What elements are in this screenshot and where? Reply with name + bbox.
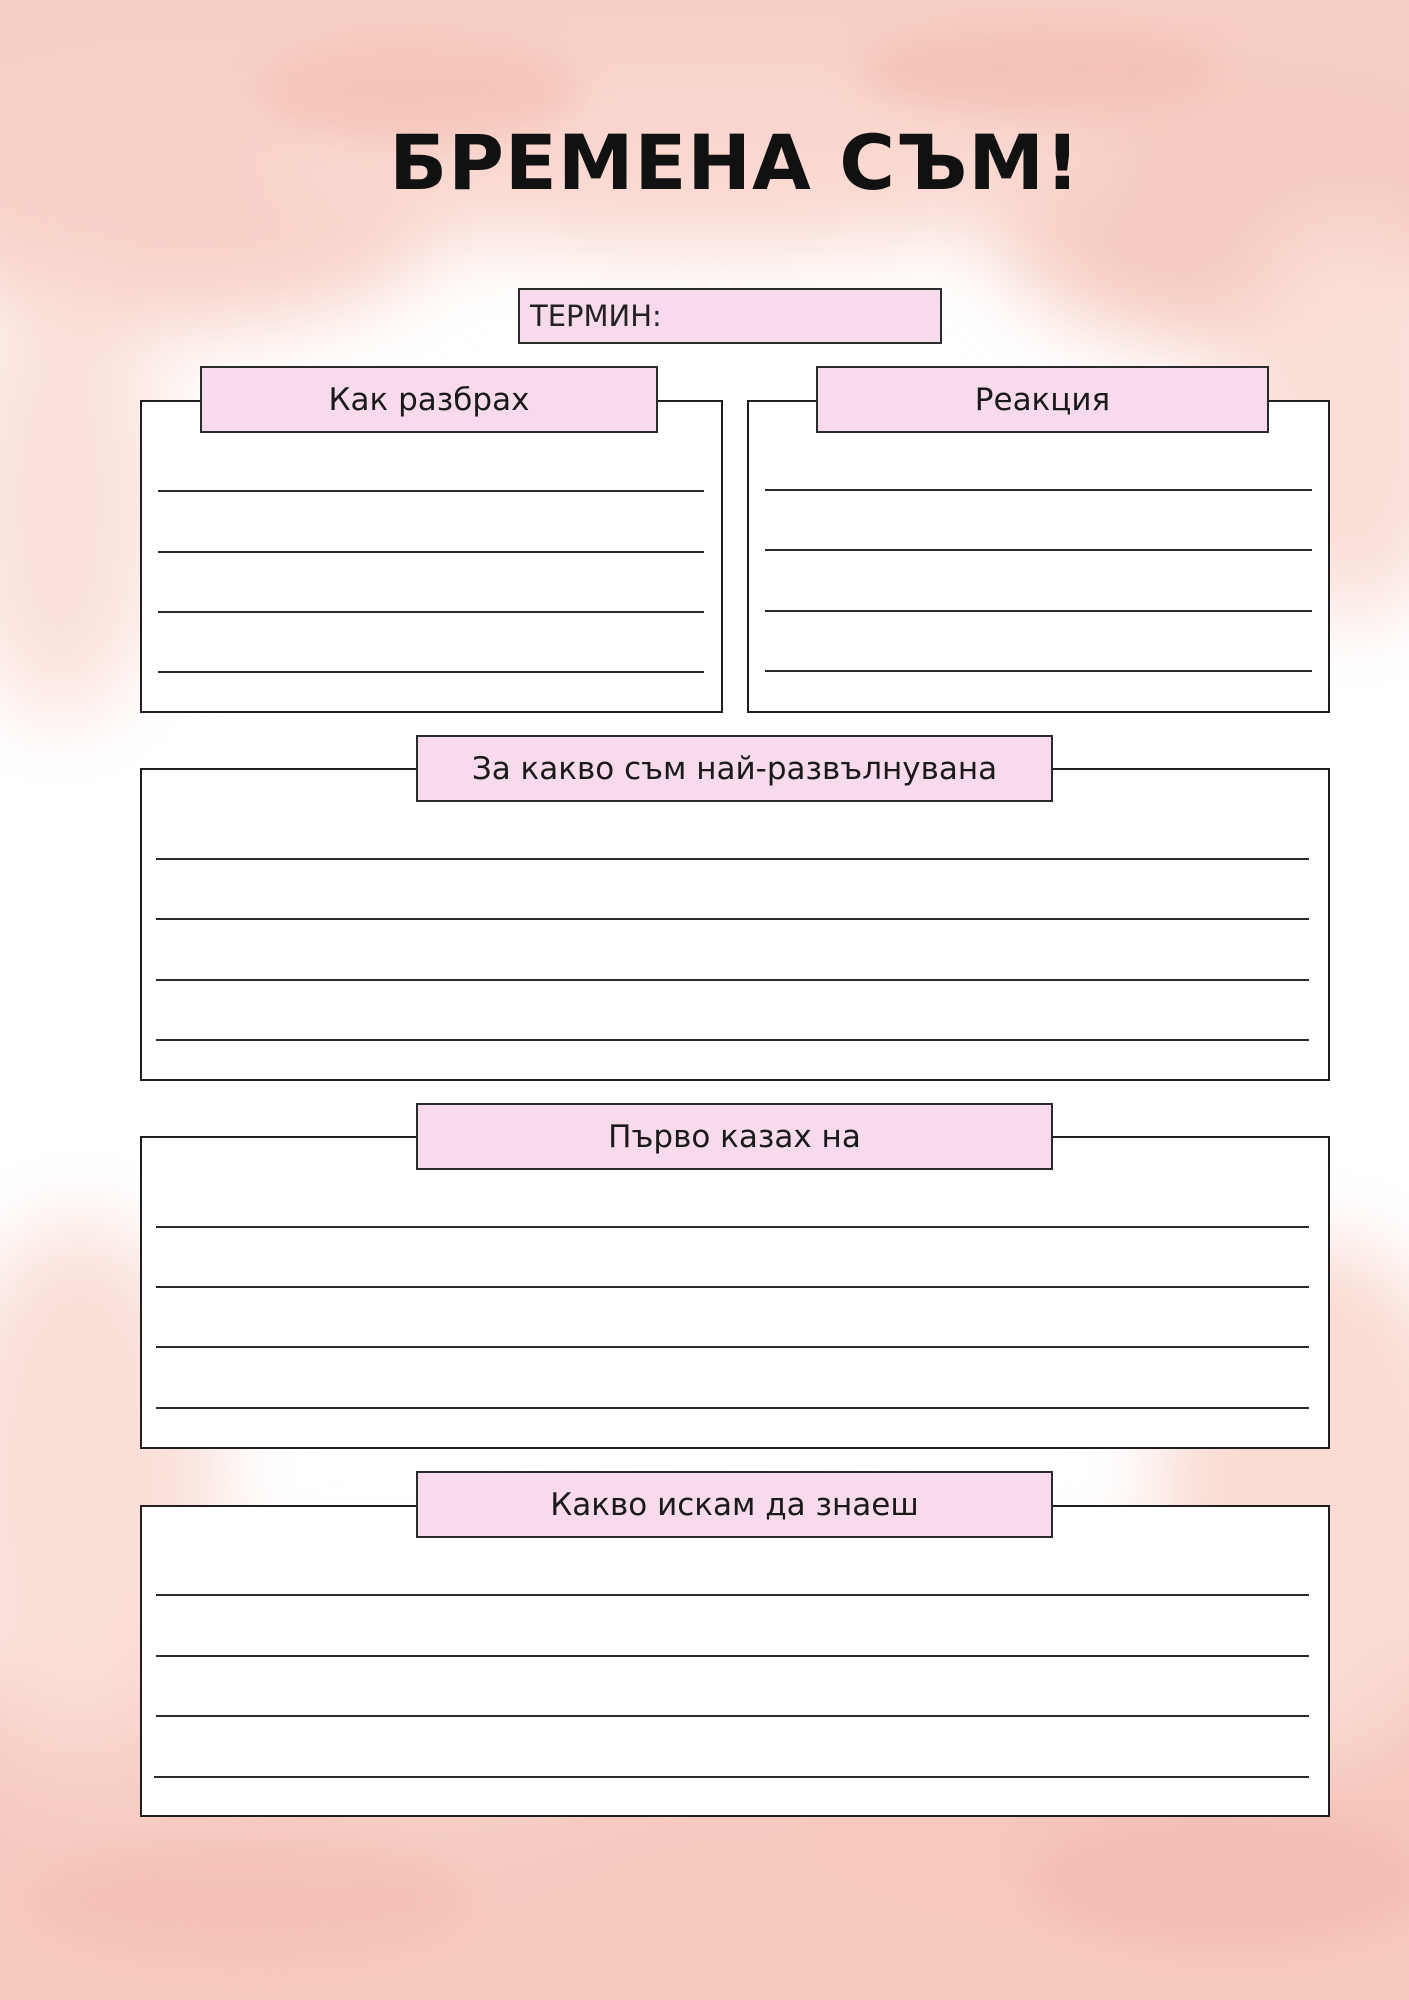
writing-line[interactable]: [765, 670, 1312, 672]
writing-line[interactable]: [156, 1407, 1309, 1409]
writing-line[interactable]: [158, 611, 704, 613]
section-label-reaction: Реакция: [816, 366, 1269, 433]
writing-line[interactable]: [156, 979, 1309, 981]
page-title: БРЕМЕНА СЪМ!: [389, 118, 1081, 207]
section-label-most-excited-about: За какво съм най-развълнувана: [416, 735, 1053, 802]
writing-line[interactable]: [156, 1594, 1309, 1596]
section-how-i-found-out: [140, 400, 723, 713]
term-field[interactable]: [518, 288, 942, 344]
writing-line[interactable]: [156, 1039, 1309, 1041]
writing-line[interactable]: [765, 549, 1312, 551]
section-what-i-want-you-to-know: [140, 1505, 1330, 1817]
writing-line[interactable]: [158, 671, 704, 673]
writing-line[interactable]: [765, 610, 1312, 612]
writing-line[interactable]: [156, 1715, 1309, 1717]
writing-line[interactable]: [156, 858, 1309, 860]
section-most-excited-about: [140, 768, 1330, 1081]
writing-line[interactable]: [158, 490, 704, 492]
writing-line[interactable]: [154, 1776, 1309, 1778]
writing-line[interactable]: [156, 1286, 1309, 1288]
writing-line[interactable]: [158, 551, 704, 553]
writing-line[interactable]: [156, 1226, 1309, 1228]
section-label-what-i-want-you-to-know: Какво искам да знаеш: [416, 1471, 1053, 1538]
section-reaction: [747, 400, 1330, 713]
section-label-first-told: Първо казах на: [416, 1103, 1053, 1170]
writing-line[interactable]: [156, 918, 1309, 920]
writing-line[interactable]: [765, 489, 1312, 491]
term-label: ТЕРМИН:: [530, 299, 662, 333]
section-label-how-i-found-out: Как разбрах: [200, 366, 658, 433]
section-first-told: [140, 1136, 1330, 1449]
writing-line[interactable]: [156, 1346, 1309, 1348]
writing-line[interactable]: [156, 1655, 1309, 1657]
